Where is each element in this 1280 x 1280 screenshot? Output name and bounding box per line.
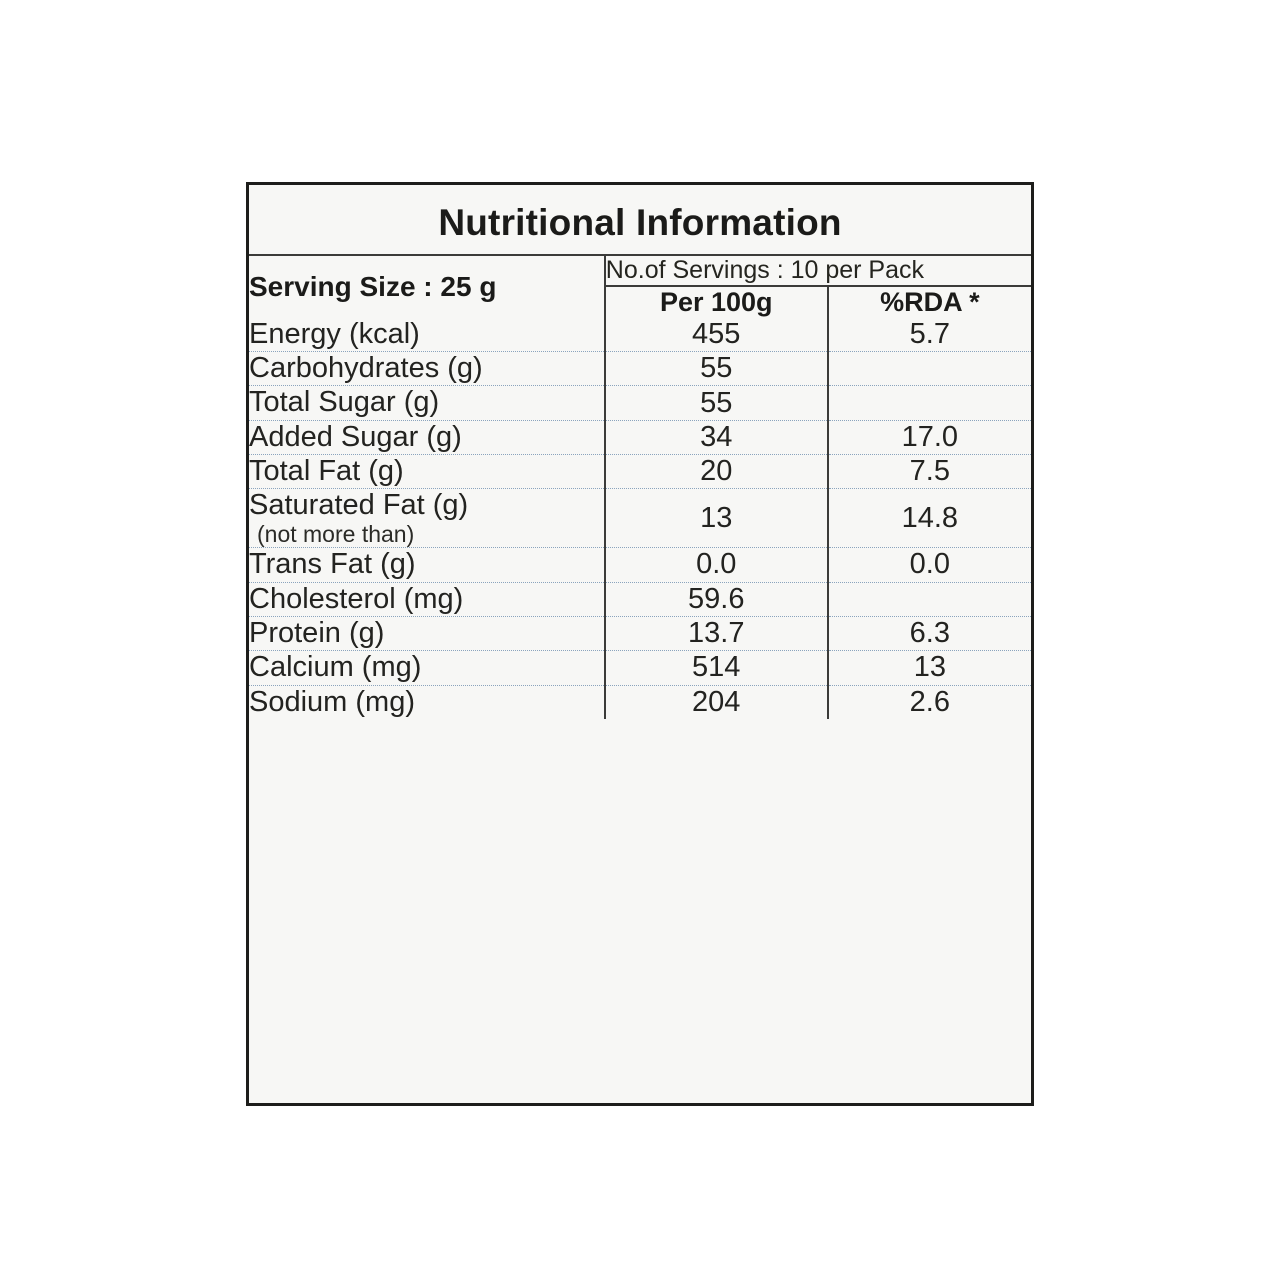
row-label-text: Total Sugar (g) (249, 386, 440, 419)
row-label-text: Added Sugar (g) (249, 420, 462, 453)
row-label-text: Total Fat (g) (249, 455, 404, 488)
row-per100-value: 34 (605, 420, 828, 454)
row-rda-value: 0.0 (828, 548, 1031, 582)
table-row (249, 455, 1031, 489)
column-header-per-100g: Per 100g (605, 286, 828, 318)
row-per100-value: 0.0 (605, 548, 828, 582)
serving-size-cell: Serving Size : 25 g (249, 255, 605, 318)
row-per100-value: 455 (605, 318, 828, 352)
table-row (249, 489, 1031, 548)
row-rda-value (828, 352, 1031, 386)
row-label-text: Trans Fat (g) (249, 548, 416, 581)
row-label-text: Saturated Fat (g) (249, 489, 469, 522)
nutrition-table (249, 254, 1031, 719)
panel-title: Nutritional Information (438, 202, 842, 243)
row-per100-value: 59.6 (605, 582, 828, 616)
row-label (249, 651, 605, 685)
table-row (249, 685, 1031, 719)
servings-per-pack-cell: No.of Servings : 10 per Pack (605, 255, 1031, 286)
row-rda-value (828, 582, 1031, 616)
nutrition-panel (246, 182, 1034, 1106)
table-header-row (249, 255, 1031, 286)
row-label (249, 352, 605, 386)
row-label-text: Energy (kcal) (249, 317, 420, 350)
row-per100-value: 55 (605, 352, 828, 386)
row-rda-value: 2.6 (909, 685, 950, 718)
table-row (249, 318, 1031, 352)
row-per100-value: 13.7 (605, 616, 828, 650)
row-per100-value: 13 (605, 489, 828, 548)
row-label (249, 420, 605, 454)
row-rda-value: 6.3 (828, 616, 1031, 650)
row-label (249, 582, 605, 616)
row-label-text: Sodium (mg) (249, 685, 415, 718)
row-label (249, 386, 605, 420)
row-label-text: Calcium (mg) (249, 651, 422, 684)
row-label-text: Protein (g) (249, 616, 385, 649)
table-row (249, 386, 1031, 420)
row-rda-value: 7.5 (828, 455, 1031, 489)
row-label (249, 616, 605, 650)
row-label-subtext: (not more than) (257, 520, 415, 547)
table-row (249, 548, 1031, 582)
row-rda-value: 13 (828, 651, 1031, 685)
row-per100-value: 55 (605, 386, 828, 420)
row-rda-value (828, 386, 1031, 420)
row-label-text: Cholesterol (mg) (249, 582, 464, 615)
row-rda-value: 17.0 (828, 420, 1031, 454)
row-label (249, 685, 605, 719)
row-per100-value: 204 (605, 685, 828, 719)
table-row (249, 582, 1031, 616)
column-header-rda: %RDA * (880, 286, 980, 317)
row-label (249, 318, 605, 352)
table-row (249, 651, 1031, 685)
table-row (249, 616, 1031, 650)
row-per100-value: 514 (605, 651, 828, 685)
row-rda-value: 14.8 (828, 489, 1031, 548)
table-row (249, 352, 1031, 386)
row-label-text: Carbohydrates (g) (249, 352, 483, 385)
row-rda-value: 5.7 (828, 318, 1031, 352)
row-per100-value: 20 (605, 455, 828, 489)
row-label (249, 489, 605, 548)
row-label (249, 548, 605, 582)
table-body (249, 255, 1031, 719)
row-label (249, 455, 605, 489)
table-row (249, 420, 1031, 454)
